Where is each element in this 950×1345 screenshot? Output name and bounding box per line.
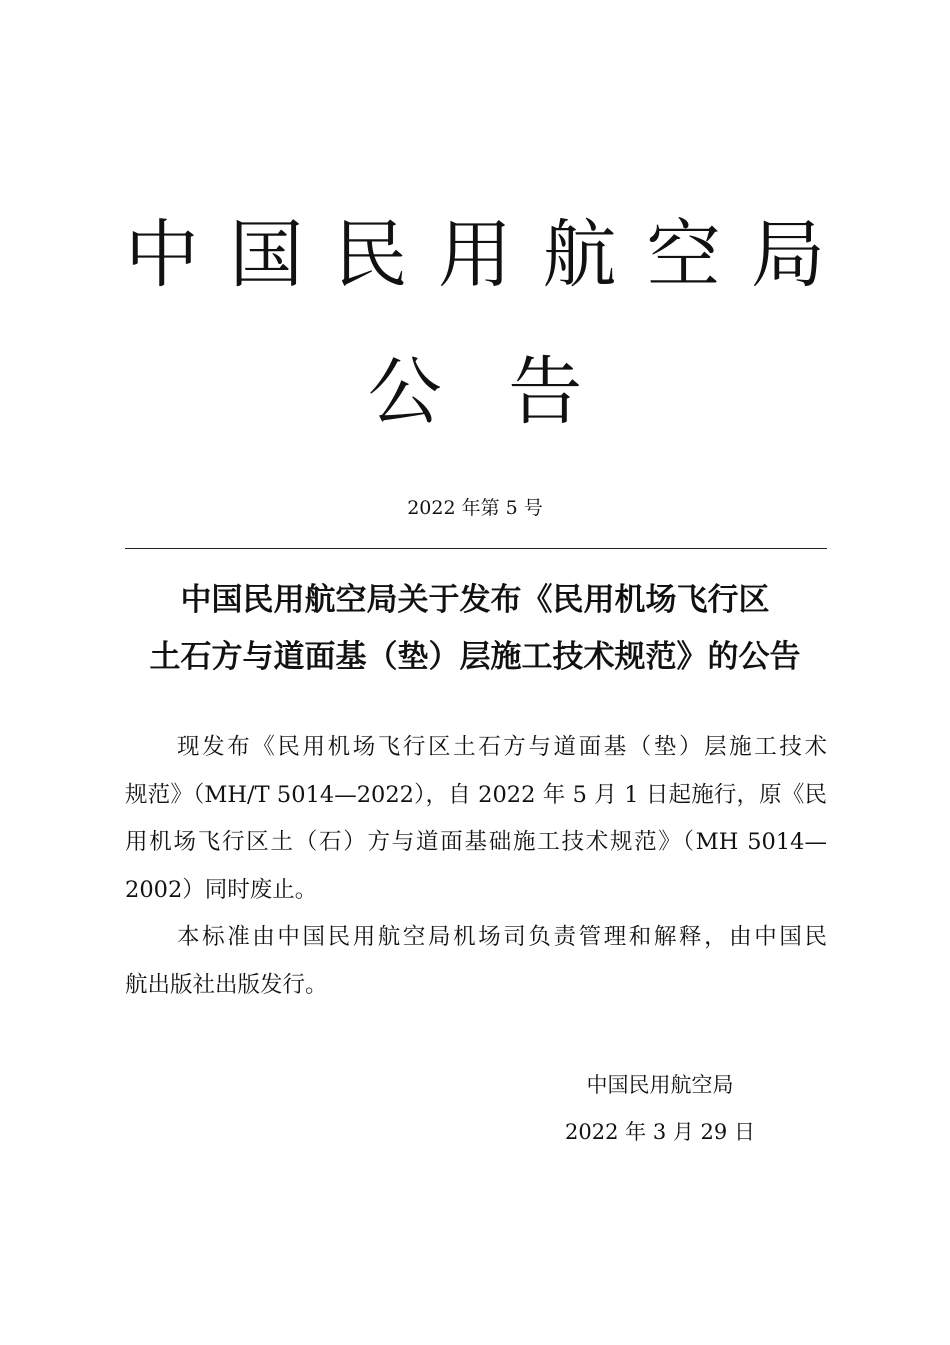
body-line: 用机场飞行区土（石）方与道面基础施工技术规范》（MH 5014— [125, 829, 827, 855]
body-line: 航出版社出版发行。 [125, 971, 328, 998]
body-line: 规范》（MH/T 5014—2022），自 2022 年 5 月 1 日起施行，原《民 [125, 781, 827, 808]
agency-title-char: 中 [125, 212, 199, 298]
agency-title-char: 局 [750, 212, 825, 298]
announcement-body [125, 724, 827, 1009]
agency-title-char: 用 [437, 212, 512, 298]
agency-title-char: 国 [229, 212, 304, 298]
document-number: 2022 年第 5 号 [407, 497, 543, 519]
body-line: 现发布《民用机场飞行区土石方与道面基（垫）层施工技术 [177, 734, 827, 760]
agency-title-char: 空 [646, 212, 721, 298]
issuer-name: 中国民用航空局 [586, 1073, 734, 1097]
headline-line: 土石方与道面基（垫）层施工技术规范》的公告 [149, 639, 801, 675]
agency-title [125, 205, 825, 305]
signature-block [540, 1062, 780, 1156]
agency-title-char: 航 [542, 212, 617, 298]
issue-date: 2022 年 3 月 29 日 [565, 1120, 755, 1144]
body-line: 2002）同时废止。 [125, 876, 318, 903]
headline-line: 中国民用航空局关于发布《民用机场飞行区 [180, 582, 770, 618]
body-line: 本标准由中国民用航空局机场司负责管理和解释，由中国民 [177, 924, 827, 950]
agency-title-char: 民 [333, 212, 408, 298]
header-divider [125, 548, 827, 549]
announcement-headline [100, 572, 850, 686]
notice-title: 公告 [367, 349, 649, 435]
